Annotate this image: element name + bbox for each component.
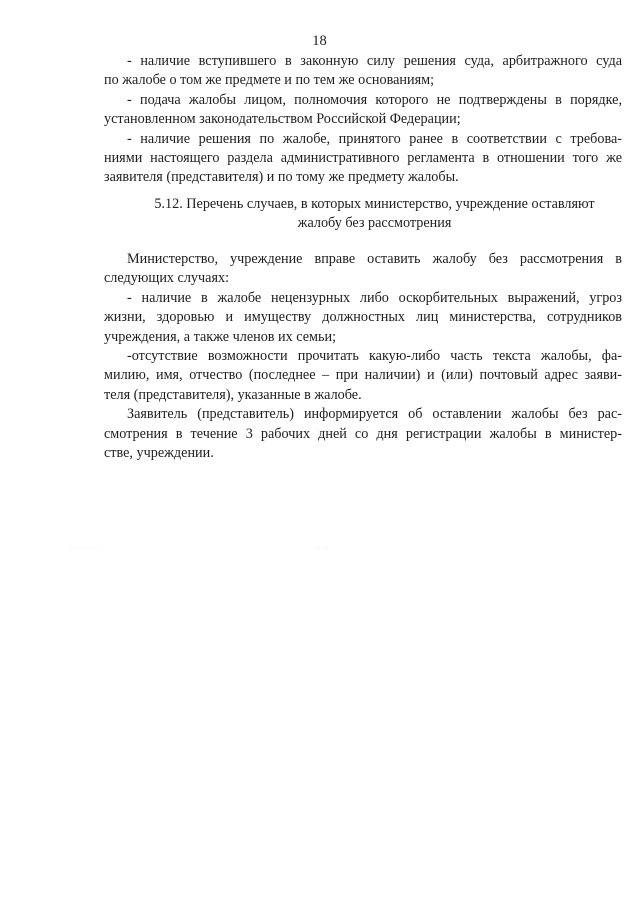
heading-line: 5.12. Перечень случаев, в которых министерство, учреждение оставляют bbox=[154, 196, 595, 212]
paragraph-block-2 bbox=[104, 250, 622, 463]
text-line: - наличие решения по жалобе, принятого ранее в соответствии с требова- bbox=[127, 130, 622, 147]
text-line: по жалобе о том же предмете и по тем же основаниям; bbox=[104, 72, 435, 89]
text-line: Министерство, учреждение вправе оставить жалобу без рассмотрения в bbox=[127, 251, 622, 267]
text-line: - наличие вступившего в законную силу решения суда, арбитражного суда bbox=[127, 53, 622, 69]
text-line: смотрения в течение 3 рабочих дней со дня регистрации жалобы в министер- bbox=[104, 425, 622, 442]
text-line: Заявитель (представитель) информируется об оставлении жалобы без рас- bbox=[127, 406, 622, 423]
text-line: -отсутствие возможности прочитать какую-либо часть текста жалобы, фа- bbox=[127, 348, 622, 365]
text-line: заявителя (представителя) и по тому же предмету жалобы. bbox=[104, 169, 459, 186]
heading-line: жалобу без рассмотрения bbox=[297, 215, 452, 232]
text-line: ниями настоящего раздела административного регламента в отношении того же bbox=[104, 150, 622, 167]
text-line: милию, имя, отчество (последнее – при наличии) и (или) почтовый адрес заяви- bbox=[104, 367, 622, 384]
section-heading bbox=[127, 195, 622, 234]
scan-artifact bbox=[315, 548, 329, 549]
text-line: - подача жалобы лицом, полномочия которого не подтверждены в порядке, bbox=[127, 91, 622, 108]
text-line: - наличие в жалобе нецензурных либо оскорбительных выражений, угроз bbox=[127, 289, 622, 306]
text-line: теля (представителя), указанные в жалобе. bbox=[104, 386, 362, 403]
text-line: следующих случаях: bbox=[104, 270, 230, 287]
page-number: 18 bbox=[312, 33, 327, 49]
text-line: стве, учреждении. bbox=[104, 445, 214, 462]
text-line: жизни, здоровью и имуществу должностных лиц министерства, сотрудников bbox=[104, 309, 622, 326]
text-line: установленном законодательством Российской Федерации; bbox=[104, 111, 461, 128]
text-line: учреждения, а также членов их семьи; bbox=[104, 328, 337, 345]
scan-artifact bbox=[70, 548, 100, 549]
paragraph-block-1 bbox=[104, 52, 622, 188]
